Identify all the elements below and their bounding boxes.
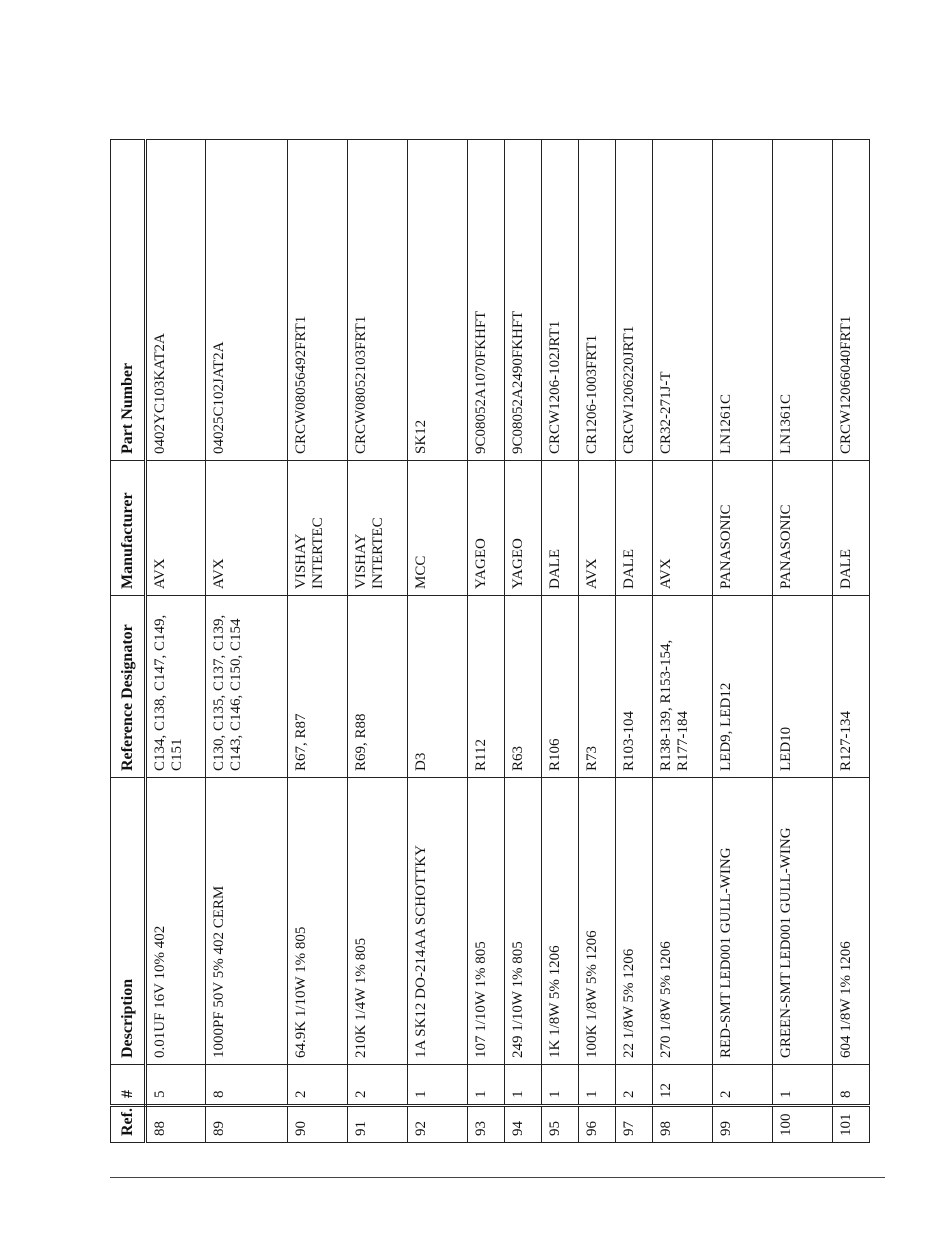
- cell-ref: 93: [468, 1106, 505, 1143]
- cell-manufacturer: PANASONIC: [773, 461, 833, 596]
- cell-description: 1000PF 50V 5% 402 CERM: [206, 778, 288, 1065]
- cell-ref: 91: [348, 1106, 408, 1143]
- header-ref: Ref.: [111, 1106, 146, 1143]
- cell-reference-designator: R112: [468, 596, 505, 778]
- cell-description: 100K 1/8W 5% 1206: [579, 778, 616, 1065]
- cell-description: 64.9K 1/10W 1% 805: [288, 778, 348, 1065]
- cell-description: GREEN-SMT LED001 GULL-WING: [773, 778, 833, 1065]
- cell-qty: 8: [833, 1065, 870, 1106]
- cell-reference-designator: C130, C135, C137, C139, C143, C146, C150, C154: [206, 596, 288, 778]
- table-row: [616, 140, 653, 1143]
- header-reference-designator: Reference Designator: [111, 596, 146, 778]
- cell-reference-designator: LED9, LED12: [713, 596, 773, 778]
- cell-ref: 94: [505, 1106, 542, 1143]
- bom-table-region: [110, 140, 865, 1143]
- cell-manufacturer: DALE: [542, 461, 579, 596]
- cell-qty: 2: [616, 1065, 653, 1106]
- cell-ref: 96: [579, 1106, 616, 1143]
- cell-description: 1K 1/8W 5% 1206: [542, 778, 579, 1065]
- cell-qty: 12: [653, 1065, 713, 1106]
- table-row: [505, 140, 542, 1143]
- cell-part-number: CRCW08052103FRT1: [348, 140, 408, 461]
- cell-manufacturer: DALE: [616, 461, 653, 596]
- table-body: [146, 140, 870, 1143]
- cell-manufacturer: AVX: [146, 461, 206, 596]
- table-row: [408, 140, 468, 1143]
- cell-manufacturer: MCC: [408, 461, 468, 596]
- table-row: [206, 140, 288, 1143]
- cell-ref: 88: [146, 1106, 206, 1143]
- cell-part-number: 0402YC103KAT2A: [146, 140, 206, 461]
- table-row: [579, 140, 616, 1143]
- cell-reference-designator: R138-139, R153-154, R177-184: [653, 596, 713, 778]
- cell-part-number: CR1206-1003FRT1: [579, 140, 616, 461]
- cell-ref: 98: [653, 1106, 713, 1143]
- header-manufacturer: Manufacturer: [111, 461, 146, 596]
- table-row: [713, 140, 773, 1143]
- cell-qty: 1: [408, 1065, 468, 1106]
- cell-qty: 1: [505, 1065, 542, 1106]
- cell-ref: 95: [542, 1106, 579, 1143]
- cell-ref: 100: [773, 1106, 833, 1143]
- cell-part-number: 9C08052A2490FKHFT: [505, 140, 542, 461]
- cell-description: 249 1/10W 1% 805: [505, 778, 542, 1065]
- cell-manufacturer: YAGEO: [468, 461, 505, 596]
- cell-description: 0.01UF 16V 10% 402: [146, 778, 206, 1065]
- table-row: [542, 140, 579, 1143]
- cell-reference-designator: R67, R87: [288, 596, 348, 778]
- cell-reference-designator: R127-134: [833, 596, 870, 778]
- cell-manufacturer: PANASONIC: [713, 461, 773, 596]
- rotated-table-wrapper: [110, 140, 865, 1143]
- header-part-number: Part Number: [111, 140, 146, 461]
- cell-description: 604 1/8W 1% 1206: [833, 778, 870, 1065]
- cell-part-number: LN1261C: [713, 140, 773, 461]
- cell-ref: 97: [616, 1106, 653, 1143]
- cell-manufacturer: VISHAY INTERTEC: [288, 461, 348, 596]
- footer-rule: [110, 1177, 885, 1178]
- table-header-row: [111, 140, 146, 1143]
- cell-reference-designator: R69, R88: [348, 596, 408, 778]
- cell-description: RED-SMT LED001 GULL-WING: [713, 778, 773, 1065]
- cell-qty: 2: [713, 1065, 773, 1106]
- cell-ref: 101: [833, 1106, 870, 1143]
- cell-ref: 90: [288, 1106, 348, 1143]
- cell-qty: 1: [542, 1065, 579, 1106]
- cell-ref: 99: [713, 1106, 773, 1143]
- table-row: [146, 140, 206, 1143]
- cell-reference-designator: R73: [579, 596, 616, 778]
- table-row: [833, 140, 870, 1143]
- cell-qty: 8: [206, 1065, 288, 1106]
- cell-reference-designator: R63: [505, 596, 542, 778]
- cell-manufacturer: AVX: [579, 461, 616, 596]
- cell-part-number: 9C08052A1070FKHFT: [468, 140, 505, 461]
- cell-part-number: CR32-271J-T: [653, 140, 713, 461]
- cell-manufacturer: DALE: [833, 461, 870, 596]
- table-row: [653, 140, 713, 1143]
- cell-manufacturer: AVX: [206, 461, 288, 596]
- cell-part-number: CRCW12066040FRT1: [833, 140, 870, 461]
- cell-part-number: CRCW08056492FRT1: [288, 140, 348, 461]
- cell-description: 1A SK12 DO-214AA SCHOTTKY: [408, 778, 468, 1065]
- cell-description: 107 1/10W 1% 805: [468, 778, 505, 1065]
- cell-part-number: CRCW1206-102JRT1: [542, 140, 579, 461]
- cell-part-number: SK12: [408, 140, 468, 461]
- cell-qty: 1: [579, 1065, 616, 1106]
- cell-reference-designator: C134, C138, C147, C149, C151: [146, 596, 206, 778]
- cell-part-number: 04025C102JAT2A: [206, 140, 288, 461]
- cell-qty: 1: [468, 1065, 505, 1106]
- header-qty: #: [111, 1065, 146, 1106]
- cell-reference-designator: R103-104: [616, 596, 653, 778]
- cell-description: 210K 1/4W 1% 805: [348, 778, 408, 1065]
- table-row: [348, 140, 408, 1143]
- cell-ref: 89: [206, 1106, 288, 1143]
- cell-part-number: CRCW1206220JRT1: [616, 140, 653, 461]
- cell-qty: 1: [773, 1065, 833, 1106]
- cell-ref: 92: [408, 1106, 468, 1143]
- header-description: Description: [111, 778, 146, 1065]
- cell-manufacturer: AVX: [653, 461, 713, 596]
- bill-of-materials-table: [110, 139, 870, 1143]
- cell-manufacturer: YAGEO: [505, 461, 542, 596]
- cell-part-number: LN1361C: [773, 140, 833, 461]
- cell-qty: 2: [288, 1065, 348, 1106]
- cell-qty: 5: [146, 1065, 206, 1106]
- cell-reference-designator: R106: [542, 596, 579, 778]
- table-row: [288, 140, 348, 1143]
- cell-description: 22 1/8W 5% 1206: [616, 778, 653, 1065]
- table-row: [773, 140, 833, 1143]
- cell-qty: 2: [348, 1065, 408, 1106]
- table-row: [468, 140, 505, 1143]
- cell-description: 270 1/8W 5% 1206: [653, 778, 713, 1065]
- cell-reference-designator: D3: [408, 596, 468, 778]
- cell-reference-designator: LED10: [773, 596, 833, 778]
- cell-manufacturer: VISHAY INTERTEC: [348, 461, 408, 596]
